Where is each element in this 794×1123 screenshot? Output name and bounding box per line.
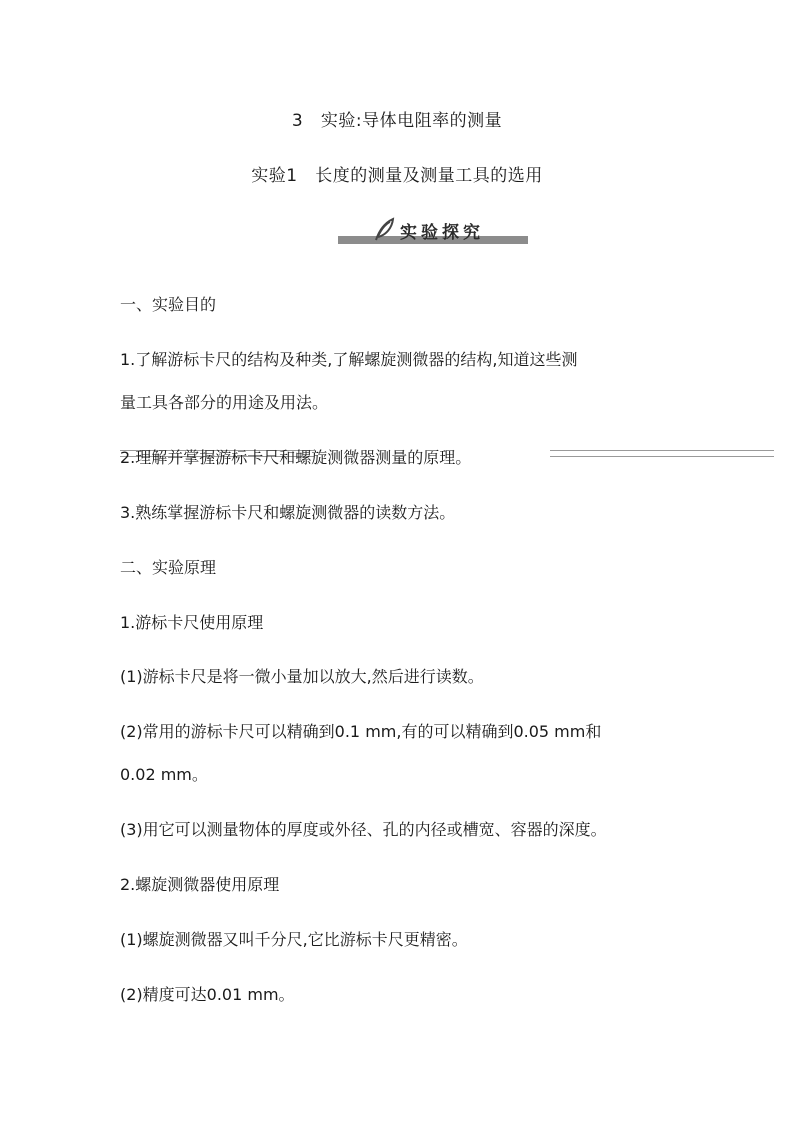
micrometer-point-2: (2)精度可达0.01 mm。 bbox=[120, 985, 295, 1004]
section-heading-objectives: 一、实验目的 bbox=[120, 295, 217, 314]
caliper-point-2-line-1: (2)常用的游标卡尺可以精确到0.1 mm,有的可以精确到0.05 mm和 bbox=[120, 722, 602, 741]
caliper-point-1: (1)游标卡尺是将一微小量加以放大,然后进行读数。 bbox=[120, 667, 484, 686]
banner-right-rule bbox=[550, 450, 774, 457]
page-subtitle: 实验1 长度的测量及测量工具的选用 bbox=[251, 166, 543, 186]
principle-subheading-caliper: 1.游标卡尺使用原理 bbox=[120, 613, 264, 632]
caliper-point-2-line-2: 0.02 mm。 bbox=[120, 765, 208, 784]
leaf-icon bbox=[370, 216, 396, 242]
section-banner bbox=[120, 214, 774, 248]
objective-item-2: 2.理解并掌握游标卡尺和螺旋测微器测量的原理。 bbox=[120, 448, 472, 467]
banner-label: 实验探究 bbox=[400, 223, 484, 243]
principle-subheading-micrometer: 2.螺旋测微器使用原理 bbox=[120, 875, 280, 894]
objective-item-3: 3.熟练掌握游标卡尺和螺旋测微器的读数方法。 bbox=[120, 503, 456, 522]
micrometer-point-1: (1)螺旋测微器又叫千分尺,它比游标卡尺更精密。 bbox=[120, 930, 468, 949]
caliper-point-3: (3)用它可以测量物体的厚度或外径、孔的内径或槽宽、容器的深度。 bbox=[120, 820, 607, 839]
section-heading-principles: 二、实验原理 bbox=[120, 558, 217, 577]
page-title: 3 实验:导体电阻率的测量 bbox=[291, 111, 503, 131]
objective-item-1-line-1: 1.了解游标卡尺的结构及种类,了解螺旋测微器的结构,知道这些测 bbox=[120, 350, 578, 369]
objective-item-1-line-2: 量工具各部分的用途及用法。 bbox=[120, 393, 329, 412]
